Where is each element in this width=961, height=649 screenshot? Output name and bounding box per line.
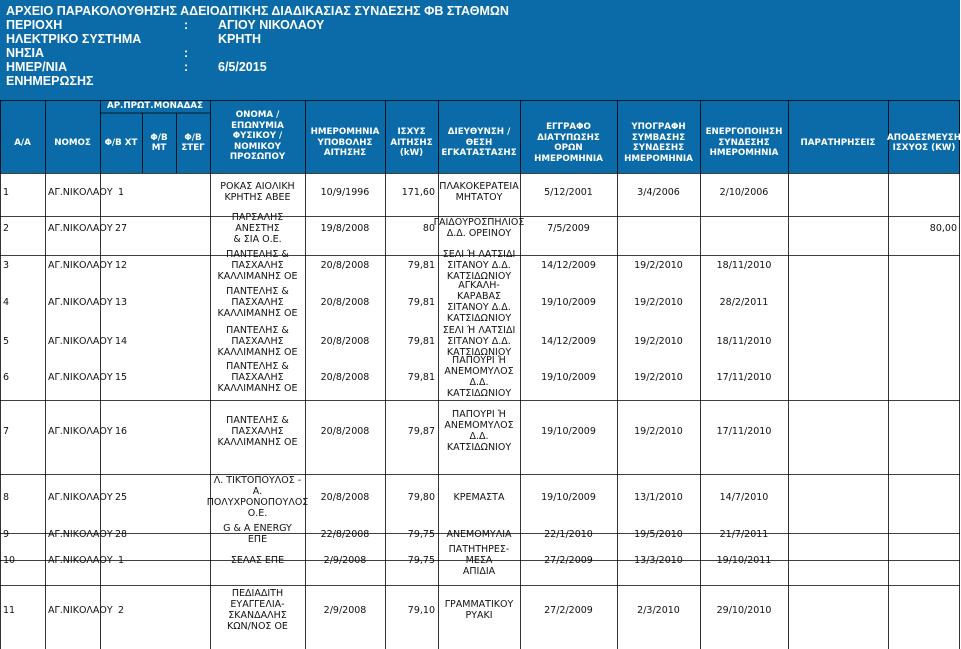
row-power-kw: 79,75: [407, 528, 435, 540]
row-power-kw: 79,10: [407, 604, 435, 616]
row-name: ΠΑΝΤΕΛΗΣ & ΠΑΣΧΑΛΗΣ ΚΑΛΛΙΜΑΝΗΣ ΟΕ: [217, 248, 298, 282]
row-name: ΣΕΛΑΣ ΕΠΕ: [230, 554, 285, 566]
row-aa: 9: [3, 528, 10, 540]
row-submission-date: 2/9/2008: [323, 604, 367, 616]
row-submission-date: 19/8/2008: [320, 222, 370, 234]
row-aa: 3: [3, 259, 10, 271]
row-terms-date: 7/5/2009: [547, 222, 590, 234]
row-notes: [791, 408, 885, 454]
row-power-kw: 79,75: [407, 554, 435, 566]
row-nomos: ΑΓ.ΝΙΚΟΛΑΟΥ: [48, 491, 113, 503]
row-power-kw: 79,81: [407, 259, 435, 271]
row-power-kw: 79,87: [407, 425, 435, 437]
header-field-update-label: ΕΝΗΜΕΡΩΣΗΣ: [6, 74, 94, 88]
header-protocol-group: ΑΡ.ΠΡΩΤ.ΜΟΝΑΔΑΣ: [106, 101, 204, 112]
row-address: ΣΕΛΙ Ή ΛΑΤΣΙΔΙ ΣΙΤΑΝΟΥ Δ.Δ. ΚΑΤΣΙΔΩΝΙΟΥ: [442, 324, 516, 358]
row-terms-date: 19/10/2009: [541, 296, 596, 308]
row-submission-date: 20/8/2008: [320, 335, 370, 347]
row-notes: [791, 354, 885, 400]
row-nomos: ΑΓ.ΝΙΚΟΛΑΟΥ: [48, 259, 113, 271]
row-submission-date: 22/8/2008: [320, 528, 370, 540]
header-address: ΔΙΕΥΘΥΝΣΗ / ΘΕΣΗ ΕΓΚΑΤΑΣΤΑΣΗΣ: [441, 127, 517, 159]
header-aa: Α/Α: [14, 137, 31, 148]
header-submission-date: ΗΜΕΡΟΜΗΝΙΑ ΥΠΟΒΟΛΗΣ ΑΙΤΗΣΗΣ: [310, 127, 380, 159]
row-activation-date: 17/11/2010: [716, 371, 772, 383]
header-fb-xt: Φ/Β ΧΤ: [104, 137, 138, 148]
row-protocol-xt: 16: [114, 425, 128, 437]
row-terms-date: 14/12/2009: [541, 259, 596, 271]
row-protocol-xt: 15: [114, 371, 128, 383]
row-aa: 1: [3, 186, 10, 198]
row-power-kw: 79,81: [407, 335, 435, 347]
header-name: ΟΝΟΜΑ / ΕΠΩΝΥΜΙΑ ΦΥΣΙΚΟΥ / ΝΟΜΙΚΟΥ ΠΡΟΣΩΠΟΥ: [229, 110, 286, 163]
row-terms-date: 19/10/2009: [541, 371, 596, 383]
row-notes: [791, 587, 885, 633]
row-aa: 4: [3, 296, 10, 308]
row-activation-date: 14/7/2010: [719, 491, 769, 503]
row-address: ΑΝΕΜΟΜΥΛΙΑ: [446, 528, 512, 540]
row-nomos: ΑΓ.ΝΙΚΟΛΑΟΥ: [48, 222, 113, 234]
report-title: ΑΡΧΕΙΟ ΠΑΡΑΚΟΛΟΥΘΗΣΗΣ ΑΔΕΙΟΔΙΤΙΚΗΣ ΔΙΑΔΙΚΑΣΙΑΣ ΣΥΝΔΕΣΗΣ ΦΒ ΣΤΑΘΜΩΝ: [6, 4, 509, 18]
row-nomos: ΑΓ.ΝΙΚΟΛΑΟΥ: [48, 186, 113, 198]
row-activation-date: 28/2/2011: [719, 296, 769, 308]
row-contract-date: 19/2/2010: [634, 296, 683, 308]
row-terms-date: 22/1/2010: [544, 528, 593, 540]
row-submission-date: 20/8/2008: [320, 296, 370, 308]
row-power-kw: 79,81: [407, 371, 435, 383]
header-activation-date: ΕΝΕΡΓΟΠΟΙΗΣΗ ΣΥΝΔΕΣΗΣ ΗΜΕΡΟΜΗΝΙΑ: [705, 127, 783, 159]
row-aa: 5: [3, 335, 10, 347]
row-aa: 2: [3, 222, 10, 234]
row-notes: [791, 537, 885, 583]
row-terms-date: 14/12/2009: [541, 335, 596, 347]
row-contract-date: 19/2/2010: [634, 335, 683, 347]
row-nomos: ΑΓ.ΝΙΚΟΛΑΟΥ: [48, 425, 113, 437]
row-nomos: ΑΓ.ΝΙΚΟΛΑΟΥ: [48, 528, 113, 540]
row-power-kw: 79,80: [407, 491, 435, 503]
row-activation-date: 29/10/2010: [716, 604, 772, 616]
tracking-table: [0, 100, 960, 649]
row-protocol-xt: 14: [114, 335, 128, 347]
row-contract-date: 19/2/2010: [634, 259, 683, 271]
header-field-update-date: ΗΜΕΡ/ΝΙΑ : 6/5/2015: [6, 60, 267, 74]
row-activation-date: 2/10/2006: [719, 186, 769, 198]
row-aa: 10: [3, 554, 16, 566]
row-nomos: ΑΓ.ΝΙΚΟΛΑΟΥ: [48, 335, 113, 347]
row-activation-date: 17/11/2010: [716, 425, 772, 437]
row-activation-date: 18/11/2010: [716, 335, 772, 347]
row-contract-date: 3/4/2006: [637, 186, 680, 198]
row-power-release: [891, 354, 957, 400]
row-power-kw: 171,60: [401, 186, 435, 198]
row-power-kw: 79,81: [407, 296, 435, 308]
row-power-release: [891, 587, 957, 633]
row-activation-date: 18/11/2010: [716, 259, 772, 271]
row-contract-date: 13/3/2010: [634, 554, 683, 566]
row-protocol-xt: 12: [114, 259, 128, 271]
row-protocol-xt: 28: [114, 528, 128, 540]
row-terms-date: 19/10/2009: [541, 425, 596, 437]
row-activation-date: 21/7/2011: [719, 528, 769, 540]
row-activation-date: 19/10/2011: [716, 554, 772, 566]
row-name: Λ. ΤΙΚΤΟΠΟΥΛΟΣ - Α. ΠΟΛΥΧΡΟΝΟΠΟΥΛΟΣ Ο.Ε.: [206, 475, 309, 519]
row-name: ΡΟΚΑΣ ΑΙΟΛΙΚΗ ΚΡΗΤΗΣ ΑΒΕΕ: [220, 181, 295, 203]
row-address: ΓΡΑΜΜΑΤΙΚΟΥ ΡΥΑΚΙ: [444, 599, 514, 621]
row-protocol-xt: 1: [117, 554, 125, 566]
row-terms-date: 5/12/2001: [544, 186, 593, 198]
row-name: ΠΕΔΙΑΔΙΤΗ ΕΥΑΓΓΕΛΙΑ- ΣΚΑΝΔΑΛΗΣ ΚΩΝ/ΝΟΣ ΟΕ: [227, 588, 288, 632]
row-contract-date: 19/5/2010: [634, 528, 683, 540]
row-address: ΠΑΠΟΥΡΙ Ή ΑΝΕΜΟΜΥΛΟΣ Δ.Δ. ΚΑΤΣΙΔΩΝΙΟΥ: [444, 355, 514, 399]
row-submission-date: 20/8/2008: [320, 425, 370, 437]
row-protocol-xt: 2: [117, 604, 125, 616]
row-name: ΠΑΡΣΑΛΗΣ ΑΝΕΣΤΗΣ & ΣΙΑ Ο.Ε.: [231, 211, 284, 245]
row-terms-date: 27/2/2009: [544, 604, 593, 616]
row-contract-date: 2/3/2010: [637, 604, 680, 616]
row-submission-date: 20/8/2008: [320, 259, 370, 271]
row-address: ΓΑΙΔΟΥΡΟΣΠΗΛΙΟΣ Δ.Δ. ΟΡΕΙΝΟΥ: [433, 217, 525, 239]
row-aa: 11: [3, 604, 16, 616]
row-aa: 6: [3, 371, 10, 383]
header-field-region: ΠΕΡΙΟΧΗ : ΑΓΙΟΥ ΝΙΚΟΛΑΟΥ: [6, 18, 325, 32]
row-contract-date: 13/1/2010: [634, 491, 683, 503]
row-aa: 8: [3, 491, 10, 503]
row-address: ΣΕΛΙ Ή ΛΑΤΣΙΔΙ ΣΙΤΑΝΟΥ Δ.Δ. ΚΑΤΣΙΔΩΝΙΟΥ: [442, 248, 516, 282]
row-name: ΠΑΝΤΕΛΗΣ & ΠΑΣΧΑΛΗΣ ΚΑΛΛΙΜΑΝΗΣ ΟΕ: [217, 324, 298, 358]
row-power-release: [891, 408, 957, 454]
header-fb-steg: Φ/Β ΣΤΕΓ: [181, 132, 205, 153]
header-field-system: ΗΛΕΚΤΡΙΚΟ ΣΥΣΤΗΜΑ ΚΡΗΤΗ: [6, 32, 262, 46]
row-nomos: ΑΓ.ΝΙΚΟΛΑΟΥ: [48, 371, 113, 383]
row-name: ΠΑΝΤΕΛΗΣ & ΠΑΣΧΑΛΗΣ ΚΑΛΛΙΜΑΝΗΣ ΟΕ: [217, 285, 298, 319]
header-field-islands: ΝΗΣΙΑ :: [6, 46, 189, 60]
row-address: ΠΑΤΗΤΗΡΕΣ-ΜΕΣΑ ΑΠΙΔΙΑ: [448, 543, 510, 577]
row-address: ΠΑΠΟΥΡΙ Ή ΑΝΕΜΟΜΥΛΟΣ Δ.Δ. ΚΑΤΣΙΔΩΝΙΟΥ: [444, 409, 514, 453]
row-address: ΚΡΕΜΑΣΤΑ: [453, 491, 505, 503]
row-nomos: ΑΓ.ΝΙΚΟΛΑΟΥ: [48, 554, 113, 566]
header-nomos: ΝΟΜΟΣ: [54, 137, 91, 148]
row-protocol-xt: 25: [114, 491, 128, 503]
row-name: ΠΑΝΤΕΛΗΣ & ΠΑΣΧΑΛΗΣ ΚΑΛΛΙΜΑΝΗΣ ΟΕ: [217, 360, 298, 394]
header-terms-date: ΕΓΓΡΑΦΟ ΔΙΑΤΥΠΩΣΗΣ ΟΡΩΝ ΗΜΕΡΟΜΗΝΙΑ: [534, 122, 603, 164]
row-address: ΠΛΑΚΟΚΕΡΑΤΕΙΑ ΜΗΤΑΤΟΥ: [439, 181, 519, 203]
row-terms-date: 27/2/2009: [544, 554, 593, 566]
row-submission-date: 10/9/1996: [320, 186, 370, 198]
report-header: [0, 0, 960, 100]
row-contract-date: 19/2/2010: [634, 371, 683, 383]
row-power-kw: 80: [422, 222, 435, 234]
row-protocol-xt: 1: [117, 186, 125, 198]
row-name: ΠΑΝΤΕΛΗΣ & ΠΑΣΧΑΛΗΣ ΚΑΛΛΙΜΑΝΗΣ ΟΕ: [217, 414, 298, 448]
row-name: G & A ENERGY ΕΠΕ: [223, 523, 292, 545]
row-power-release: 80,00: [929, 222, 957, 234]
row-power-release: [891, 537, 957, 583]
row-submission-date: 20/8/2008: [320, 371, 370, 383]
row-protocol-xt: 27: [114, 222, 128, 234]
header-contract-date: ΥΠΟΓΡΑΦΗ ΣΥΜΒΑΣΗΣ ΣΥΝΔΕΣΗΣ ΗΜΕΡΟΜΗΝΙΑ: [624, 122, 693, 164]
row-address: ΑΓΚΑΛΗ-ΚΑΡΑΒΑΣ ΣΙΤΑΝΟΥ Δ.Δ. ΚΑΤΣΙΔΩΝΙΟΥ: [446, 280, 512, 324]
header-fb-mt: Φ/Β ΜΤ: [150, 132, 168, 153]
row-aa: 7: [3, 425, 10, 437]
row-protocol-xt: 13: [114, 296, 128, 308]
row-terms-date: 19/10/2009: [541, 491, 596, 503]
header-power-release: ΑΠΟΔΕΣΜΕΥΣΗ ΙΣΧΥΟΣ (KW): [886, 132, 961, 153]
row-contract-date: 19/2/2010: [634, 425, 683, 437]
row-nomos: ΑΓ.ΝΙΚΟΛΑΟΥ: [48, 604, 113, 616]
header-power: ΙΣΧΥΣ ΑΙΤΗΣΗΣ (kW): [390, 127, 433, 159]
row-submission-date: 20/8/2008: [320, 491, 370, 503]
row-submission-date: 2/9/2008: [323, 554, 367, 566]
row-nomos: ΑΓ.ΝΙΚΟΛΑΟΥ: [48, 296, 113, 308]
header-notes: ΠΑΡΑΤΗΡΗΣΕΙΣ: [800, 137, 876, 148]
